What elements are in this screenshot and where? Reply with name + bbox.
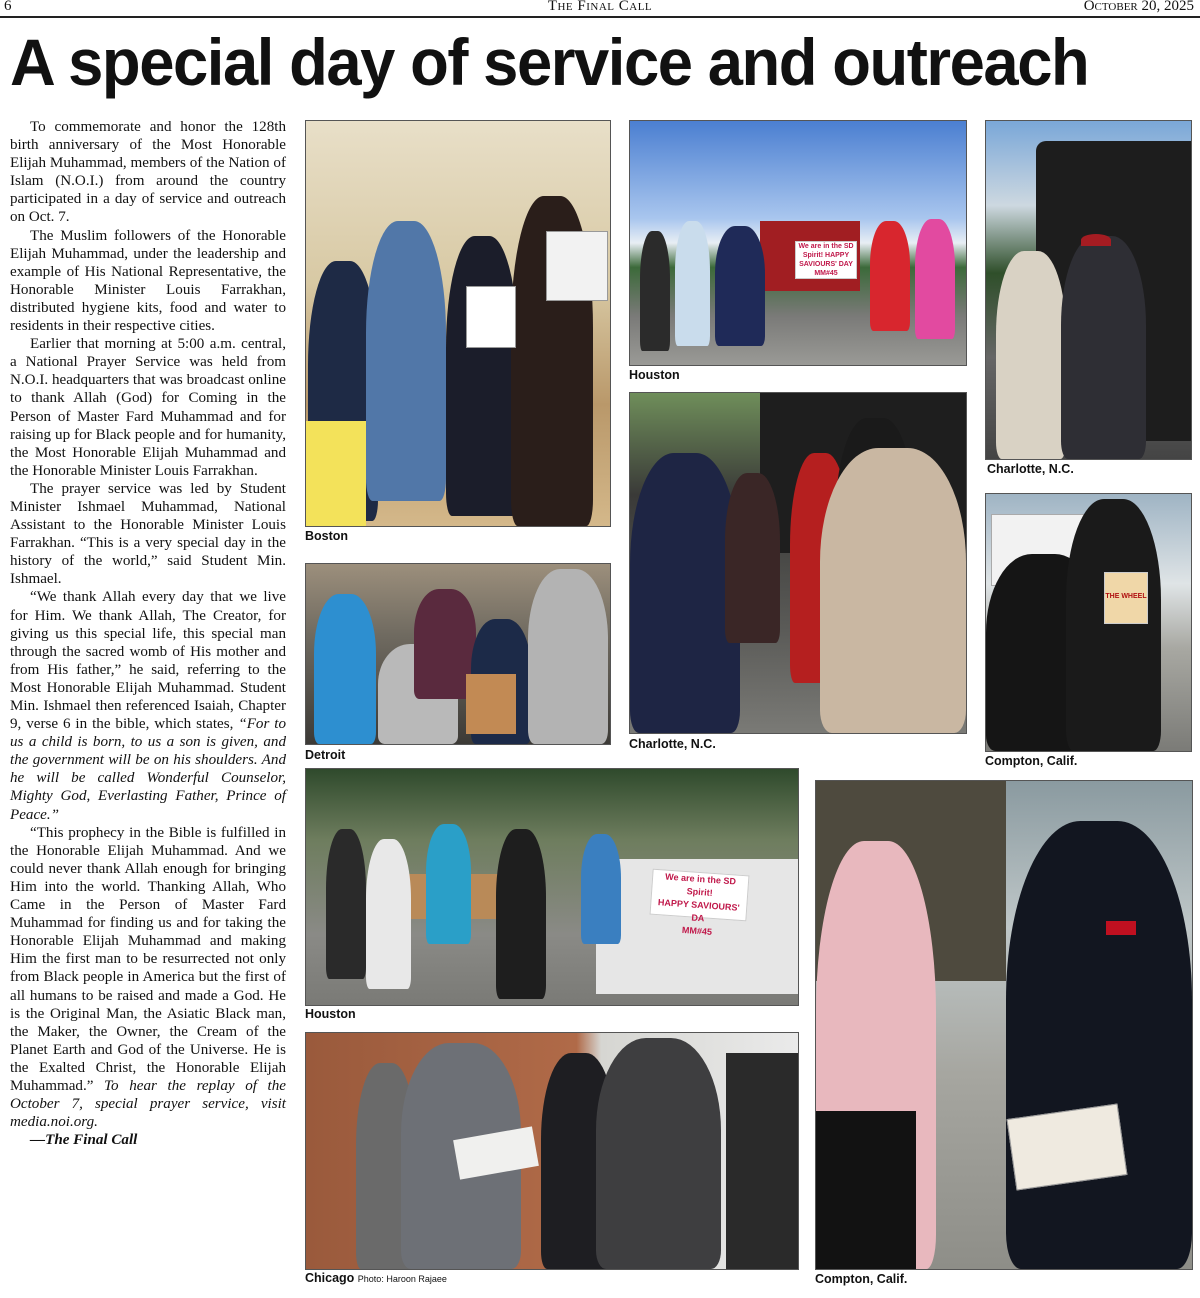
- caption-chicago-city: Chicago: [305, 1271, 355, 1285]
- headline: A special day of service and outreach: [10, 25, 1089, 99]
- article-paragraph: The Muslim followers of the Honorable Elijah Muhammad, under the leadership and example of His National Representative, the Honorable Minister Louis Farrakhan, distributed hygiene kits, food and water to residents in their respective cities.: [10, 227, 286, 335]
- page-header: [0, 0, 1200, 18]
- sign-line: MM#45: [681, 924, 713, 937]
- article-paragraph: [10, 824, 286, 1132]
- bible-quote: “For to us a child is born, to us a son is given, and the government will be on his shoulders. And he will be called Wonderful Counselor, Mighty God, Everlasting Father, Prince of Peace.”: [10, 716, 286, 823]
- caption-charlotte-right: Charlotte, N.C.: [987, 462, 1074, 476]
- photo-houston-top: [629, 120, 967, 366]
- photo-credit: Photo: Haroon Rajaee: [357, 1274, 447, 1284]
- sign-line: HAPPY SAVIOURS' DA: [657, 897, 740, 924]
- sign-houston-bottom: [650, 869, 750, 937]
- caption-charlotte-mid: Charlotte, N.C.: [629, 737, 716, 751]
- photo-charlotte-right: [985, 120, 1192, 460]
- sign-houston-top: We are in the SD Spirit! HAPPY SAVIOURS' DAY MM#45: [795, 241, 857, 279]
- photo-chicago: [305, 1032, 799, 1270]
- article-paragraph: The prayer service was led by Student Minister Ishmael Muhammad, National Assistant to the Honorable Minister Louis Farrakhan. “This is a very special day in the history of the world,” said Student Min. Ishmael.: [10, 480, 286, 588]
- photo-detroit: [305, 563, 611, 745]
- replay-note: To hear the replay of the October 7, special prayer service, visit media.noi.org.: [10, 1077, 287, 1131]
- caption-houston-top: Houston: [629, 368, 680, 382]
- caption-compton-large: Compton, Calif.: [815, 1272, 908, 1286]
- photo-compton-small: [985, 493, 1192, 752]
- caption-compton-small: Compton, Calif.: [985, 754, 1078, 768]
- article-paragraph: To commemorate and honor the 128th birth anniversary of the Most Honorable Elijah Muhammad, members of the Nation of Islam (N.O.I.) from around the country participated in a day of service and outreach on Oct. 7.: [10, 119, 286, 226]
- photo-houston-bottom: [305, 768, 799, 1006]
- photo-charlotte-mid: [629, 392, 967, 734]
- photo-boston: [305, 120, 611, 527]
- publication-name: The Final Call: [547, 0, 653, 14]
- page-number: 6: [4, 0, 12, 14]
- article-signature: —The Final Call: [30, 1132, 138, 1149]
- paper-compton: THE WHEEL: [1104, 572, 1148, 624]
- issue-date: October 20, 2025: [1083, 0, 1194, 14]
- article-text: “We thank Allah every day that we live for Him. We thank Allah, The Creator, for giving us this special life, this special man through the sacred womb of His mother and from His father,” he said, referring to the Most Honorable Elijah Muhammad. Student Min. Ishmael then referenced Isaiah, Chapter 9, verse 6 in the bible, which states,: [10, 589, 286, 733]
- photo-compton-large: [815, 780, 1193, 1270]
- caption-chicago: [305, 1271, 447, 1285]
- article-text: “This prophecy in the Bible is fulfilled in the Honorable Elijah Muhammad. And we could never thank Allah enough for bringing Him into the world. Thanking Allah, Who Came in the Person of Master Fard Muhammad for finding us and for taking the Honorable Elijah Muhammad and making Him the first man to be resurrected not only from Black people in America but the first of all humans to be raised and made a God. He is the Original Man, the Asiatic Black man, the Maker, the Owner, the Cream of the Planet Earth and God of the Universe. He is the Exalted Christ, the Honorable Elijah Muhammad.”: [10, 824, 286, 1094]
- article-body: [10, 118, 286, 1149]
- sign-line: We are in the SD Spirit!: [664, 871, 737, 898]
- caption-houston-bottom: Houston: [305, 1007, 356, 1021]
- article-paragraph: Earlier that morning at 5:00 a.m. central, a National Prayer Service was held from N.O.I. headquarters that was broadcast online to thank Allah (God) for Coming in the Person of Master Fard Muhammad and for raising up for Black people and for humanity, the Most Honorable Elijah Muhammad and the Honorable Minister Louis Farrakhan.: [10, 336, 286, 479]
- caption-detroit: Detroit: [305, 748, 346, 762]
- caption-boston: Boston: [305, 529, 349, 543]
- article-paragraph: [10, 588, 286, 823]
